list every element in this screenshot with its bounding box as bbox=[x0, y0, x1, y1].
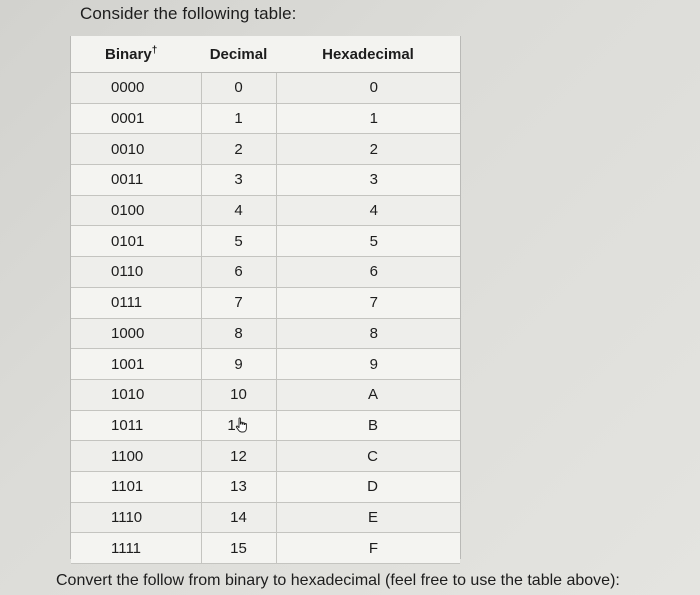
cell-decimal-value: 14 bbox=[230, 508, 247, 526]
cell-hexadecimal: C bbox=[276, 441, 460, 472]
cell-binary: 0100 bbox=[71, 195, 201, 226]
cell-decimal bbox=[201, 287, 276, 318]
cell-decimal bbox=[201, 257, 276, 288]
cell-decimal-value: 13 bbox=[230, 478, 247, 496]
cell-hexadecimal: A bbox=[276, 379, 460, 410]
cell-decimal bbox=[201, 195, 276, 226]
cell-hexadecimal: 1 bbox=[276, 103, 460, 134]
table-row bbox=[71, 165, 460, 196]
cell-decimal-value: 5 bbox=[234, 232, 243, 250]
cell-hexadecimal: B bbox=[276, 410, 460, 441]
cell-binary: 1000 bbox=[71, 318, 201, 349]
cell-binary: 0010 bbox=[71, 134, 201, 165]
cell-hexadecimal: 4 bbox=[276, 195, 460, 226]
hand-pointer-icon bbox=[234, 417, 250, 433]
cell-decimal-value: 0 bbox=[234, 79, 243, 97]
cell-binary: 1010 bbox=[71, 379, 201, 410]
table-row bbox=[71, 195, 460, 226]
cell-hexadecimal: F bbox=[276, 533, 460, 564]
cell-binary: 1011 bbox=[71, 410, 201, 441]
cell-decimal bbox=[201, 73, 276, 104]
cell-decimal bbox=[201, 379, 276, 410]
table-row bbox=[71, 287, 460, 318]
cell-hexadecimal: 7 bbox=[276, 287, 460, 318]
instruction-text: Convert the follow from binary to hexadecimal (feel free to use the table above): bbox=[56, 572, 620, 589]
table-row bbox=[71, 379, 460, 410]
footnote-marker: † bbox=[151, 45, 158, 56]
table-row bbox=[71, 410, 460, 441]
cell-hexadecimal: 5 bbox=[276, 226, 460, 257]
table-row bbox=[71, 471, 460, 502]
cell-hexadecimal: D bbox=[276, 471, 460, 502]
cell-decimal bbox=[201, 318, 276, 349]
header-binary bbox=[71, 36, 201, 73]
table-row bbox=[71, 441, 460, 472]
cell-binary: 0001 bbox=[71, 103, 201, 134]
intro-text: Consider the following table: bbox=[80, 4, 297, 23]
conversion-table-container bbox=[70, 36, 461, 559]
table-row bbox=[71, 103, 460, 134]
table-row bbox=[71, 257, 460, 288]
cell-binary: 1101 bbox=[71, 471, 201, 502]
cell-decimal-value: 1 bbox=[227, 416, 236, 434]
cell-decimal bbox=[201, 471, 276, 502]
cell-binary: 1001 bbox=[71, 349, 201, 380]
cell-decimal bbox=[201, 410, 276, 441]
table-row bbox=[71, 73, 460, 104]
table-header-row bbox=[71, 36, 460, 73]
cell-decimal bbox=[201, 134, 276, 165]
cell-binary: 1110 bbox=[71, 502, 201, 533]
table-body bbox=[71, 73, 460, 564]
header-binary-label: Binary bbox=[105, 46, 152, 63]
cell-hexadecimal: 0 bbox=[276, 73, 460, 104]
cell-decimal-value: 9 bbox=[234, 355, 243, 373]
cell-binary: 1111 bbox=[71, 533, 201, 564]
cell-decimal bbox=[201, 103, 276, 134]
table-row bbox=[71, 226, 460, 257]
cell-decimal-value: 15 bbox=[230, 539, 247, 557]
cell-binary: 0101 bbox=[71, 226, 201, 257]
cell-decimal-value: 7 bbox=[234, 294, 243, 312]
cell-decimal bbox=[201, 533, 276, 564]
cell-hexadecimal: 3 bbox=[276, 165, 460, 196]
cell-decimal bbox=[201, 165, 276, 196]
cell-decimal-value: 6 bbox=[234, 263, 243, 281]
cell-binary: 0110 bbox=[71, 257, 201, 288]
table-row bbox=[71, 349, 460, 380]
header-hexadecimal: Hexadecimal bbox=[276, 36, 460, 73]
cell-decimal-value: 2 bbox=[234, 140, 243, 158]
conversion-table bbox=[71, 36, 460, 564]
header-decimal: Decimal bbox=[201, 36, 276, 73]
cell-hexadecimal: 2 bbox=[276, 134, 460, 165]
table-row bbox=[71, 134, 460, 165]
cell-binary: 0000 bbox=[71, 73, 201, 104]
cell-decimal-value: 1 bbox=[234, 110, 243, 128]
cell-decimal bbox=[201, 349, 276, 380]
cell-decimal bbox=[201, 441, 276, 472]
cell-hexadecimal: E bbox=[276, 502, 460, 533]
cell-binary: 0111 bbox=[71, 287, 201, 318]
table-row bbox=[71, 502, 460, 533]
cell-decimal-value: 3 bbox=[234, 171, 243, 189]
cell-decimal-value: 8 bbox=[234, 324, 243, 342]
table-row bbox=[71, 318, 460, 349]
cell-binary: 0011 bbox=[71, 165, 201, 196]
cell-decimal-value: 10 bbox=[230, 386, 247, 404]
cell-hexadecimal: 9 bbox=[276, 349, 460, 380]
cell-hexadecimal: 8 bbox=[276, 318, 460, 349]
table-row bbox=[71, 533, 460, 564]
cell-decimal-value: 4 bbox=[234, 202, 243, 220]
cell-hexadecimal: 6 bbox=[276, 257, 460, 288]
cell-decimal bbox=[201, 502, 276, 533]
cell-binary: 1100 bbox=[71, 441, 201, 472]
cell-decimal bbox=[201, 226, 276, 257]
cell-decimal-value: 12 bbox=[230, 447, 247, 465]
